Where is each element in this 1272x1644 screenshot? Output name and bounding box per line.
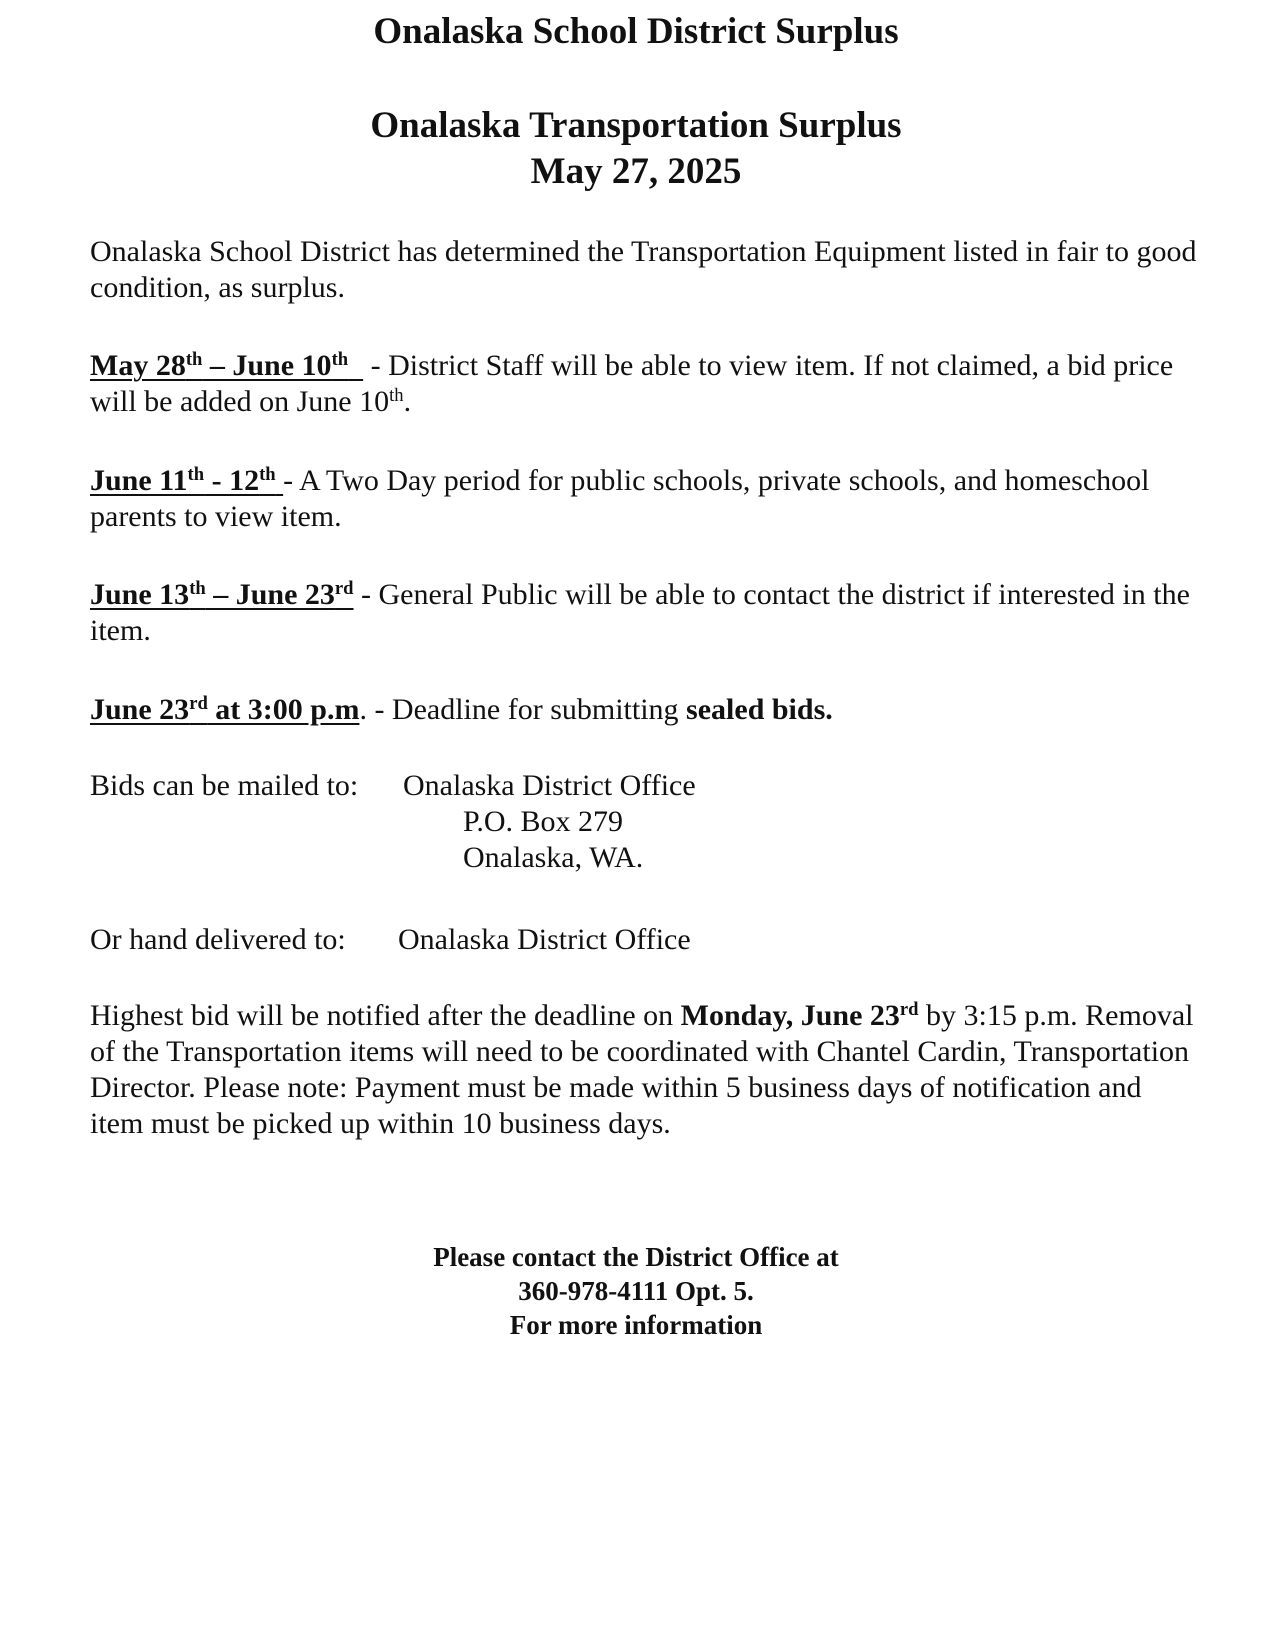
deadline-date-suffix: rd	[189, 692, 208, 714]
contact-line-3: For more information	[509, 1310, 763, 1340]
may-start-suffix: th	[185, 348, 203, 370]
june13-start-suffix: th	[189, 577, 206, 599]
intro-paragraph: Onalaska School District has determined the Transportation Equipment listed in fair to good condition, as surplus.	[90, 235, 1197, 304]
contact-phone: 360-978-4111 Opt. 5.	[518, 1276, 754, 1306]
highest-bold-date: Monday, June 23	[680, 999, 900, 1032]
june11-end-date: - 12	[204, 464, 260, 497]
transportation-surplus-title: Onalaska Transportation Surplus	[370, 105, 902, 146]
sealed-bids-emphasis: sealed bids.	[686, 693, 833, 726]
schedule-june11-text: - A Two Day period for public schools, private schools, and homeschool parents to view item.	[90, 464, 1150, 533]
mail-po-box: P.O. Box 279	[463, 805, 624, 838]
may-end-suffix: th	[331, 348, 349, 370]
deadline-date: June 23	[90, 693, 190, 726]
schedule-may-dates	[90, 349, 363, 382]
schedule-may-text-suffix: th	[389, 384, 404, 406]
schedule-june13-text: - General Public will be able to contact the district if interested in the item.	[90, 578, 1190, 647]
schedule-may-text-end: .	[403, 385, 412, 418]
june13-end-suffix: rd	[334, 577, 354, 599]
june13-end-date: – June 23	[205, 578, 335, 611]
june11-start-date: June 11	[90, 464, 188, 497]
june11-end-suffix: th	[259, 463, 276, 485]
mail-city: Onalaska, WA.	[463, 841, 644, 874]
deadline-time: at 3:00 p.m	[207, 693, 360, 726]
contact-block	[0, 1240, 1272, 1342]
highest-bid-paragraph	[90, 998, 1200, 1142]
mail-label: Bids can be mailed to:	[90, 769, 359, 802]
district-surplus-title: Onalaska School District Surplus	[373, 11, 899, 52]
schedule-june11-dates	[90, 464, 283, 497]
hand-office: Onalaska District Office	[398, 923, 691, 956]
schedule-may-paragraph	[90, 348, 1200, 420]
contact-line-1: Please contact the District Office at	[433, 1242, 839, 1272]
june13-start-date: June 13	[90, 578, 190, 611]
schedule-june13-paragraph	[90, 577, 1200, 649]
may-start-date: May 28	[90, 349, 186, 382]
may-end-date: – June 10	[202, 349, 332, 382]
june11-start-suffix: th	[187, 463, 205, 485]
mail-office: Onalaska District Office	[403, 769, 696, 802]
hand-delivery-line	[90, 922, 1200, 958]
deadline-text: . - Deadline for submitting	[359, 693, 687, 726]
highest-text-a: Highest bid will be notified after the deadline on	[90, 999, 681, 1032]
highest-text-b: by 3:15 p.m. Removal of the Transportation items will need to be coordinated with Chantel Cardin, Transportation Director. Please note: Payment must be made within 5 business days of notification and item must be picked up within 10 business days.	[90, 999, 1194, 1140]
deadline-paragraph	[90, 692, 1200, 728]
notice-date: May 27, 2025	[530, 151, 742, 192]
schedule-may-text: - District Staff will be able to view item. If not claimed, a bid price will be added on June 10	[90, 349, 1174, 418]
mailing-address-block	[90, 768, 1200, 876]
schedule-june11-paragraph	[90, 463, 1200, 535]
highest-bold-suffix: rd	[899, 998, 919, 1020]
schedule-june13-dates	[90, 578, 354, 611]
deadline-datetime	[90, 693, 359, 726]
hand-label: Or hand delivered to:	[90, 923, 346, 956]
